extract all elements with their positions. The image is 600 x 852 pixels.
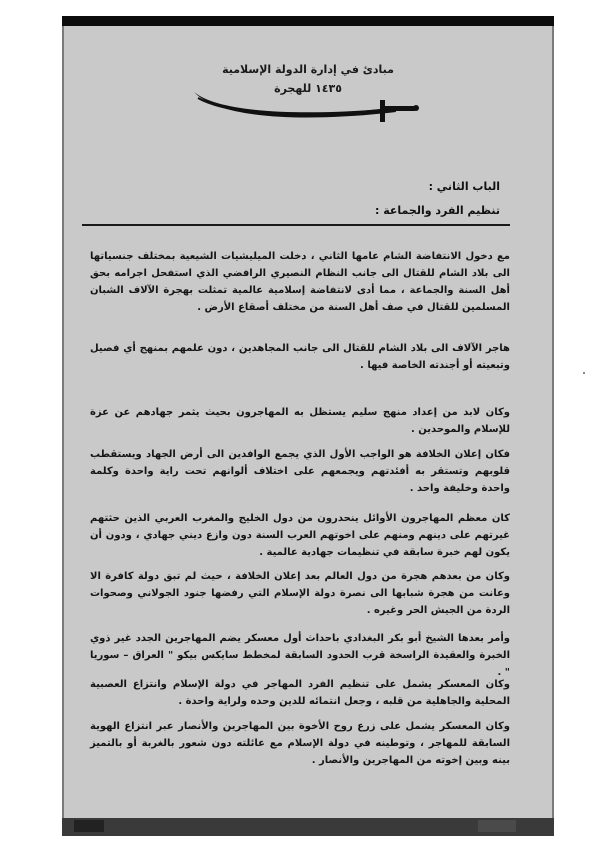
paragraph-4: فكان إعلان الخلافة هو الواجب الأول الذي يجمع الوافدين الى أرض الجهاد ويستقطب قلوبهم وتستقر به أفئدتهم ويجمعهم على اختلاف ألوانهم تحت راية واحدة وكلمة واحدة وخليفة واحد . xyxy=(90,449,510,494)
paragraph-9: وكان المعسكر يشمل على زرع روح الأخوة بين المهاجرين والأنصار عبر انتزاع الهوية السابقة للمهاجر ، وتوطينه في دولة الإسلام مع عائلته دون شعور بالغربة أو بالتميز بينه وبين إخوته من المهاجرين والأنصار . xyxy=(90,721,510,766)
document-year: ١٤٣٥ للهجرة xyxy=(274,82,342,95)
paragraph-3: وكان لابد من إعداد منهج سليم يستظل به المهاجرون بحيث يثمر جهادهم عن عزة للإسلام والموحدين . xyxy=(90,407,510,435)
paragraph-1: مع دخول الانتفاضة الشام عامها الثاني ، دخلت الميليشيات الشيعية بمختلف جنسياتها الى بلاد الشام للقتال الى جانب النظام النصيري الرافضي الذي استفحل اجرامه بحق أهل السنة والجماعة ، مما أدى لانتفاضة إسلامية عالمية تمثلت بهجرة الآلاف الشبان المسلمين للقتال في صف أهل السنة من مختلف أصقاع الأرض . xyxy=(90,251,510,313)
chapter-heading: الباب الثاني : xyxy=(428,180,500,193)
paragraph-6: وكان من بعدهم هجرة من دول العالم بعد إعلان الخلافة ، حيث لم تبق دولة كافرة الا وعانت من هجرة شبابها الى نصرة دولة الإسلام التي رفضها جنود الجولاني وصحوات الردة من الجيش الحر وغيره . xyxy=(90,571,510,616)
document-title: مبادئ في إدارة الدولة الإسلامية xyxy=(222,63,394,76)
footer-mark-left xyxy=(74,820,104,832)
sword-icon xyxy=(190,86,420,126)
heading-divider xyxy=(82,224,510,226)
paragraph-8: وكان المعسكر يشمل على تنظيم الفرد المهاجر في دولة الإسلام وانتزاع العصبية المحلية والجاهلية من قلبه ، وجعل انتمائه للدين وحده ولراية واحدة . xyxy=(90,679,510,707)
paragraph-2: هاجر الآلاف الى بلاد الشام للقتال الى جانب المجاهدين ، دون علمهم بمنهج أي فصيل وتبعيته أو أجندته الخاصة فيها . xyxy=(90,343,510,371)
chapter-subtitle: تنظيم الفرد والجماعة : xyxy=(374,204,500,217)
footer-mark-right xyxy=(478,820,516,832)
paragraph-7: وأمر بعدها الشيخ أبو بكر البغدادي باحداث أول معسكر يضم المهاجرين الجدد غير ذوي الخبرة والعقيدة الراسخة قرب الحدود السابقة لمخطط سايكس بيكو " العراق – سوريا " . xyxy=(90,633,510,678)
scan-speck xyxy=(583,372,585,374)
paragraph-5: كان معظم المهاجرون الأوائل ينحدرون من دول الخليج والمغرب العربي الذين حثتهم غيرتهم على دينهم ومنهم على اخوتهم العرب السنة دون وازع ديني جهادي ، ودون أن يكون لهم خبرة سابقة في تنظيمات جهادية عالمية . xyxy=(90,513,510,558)
